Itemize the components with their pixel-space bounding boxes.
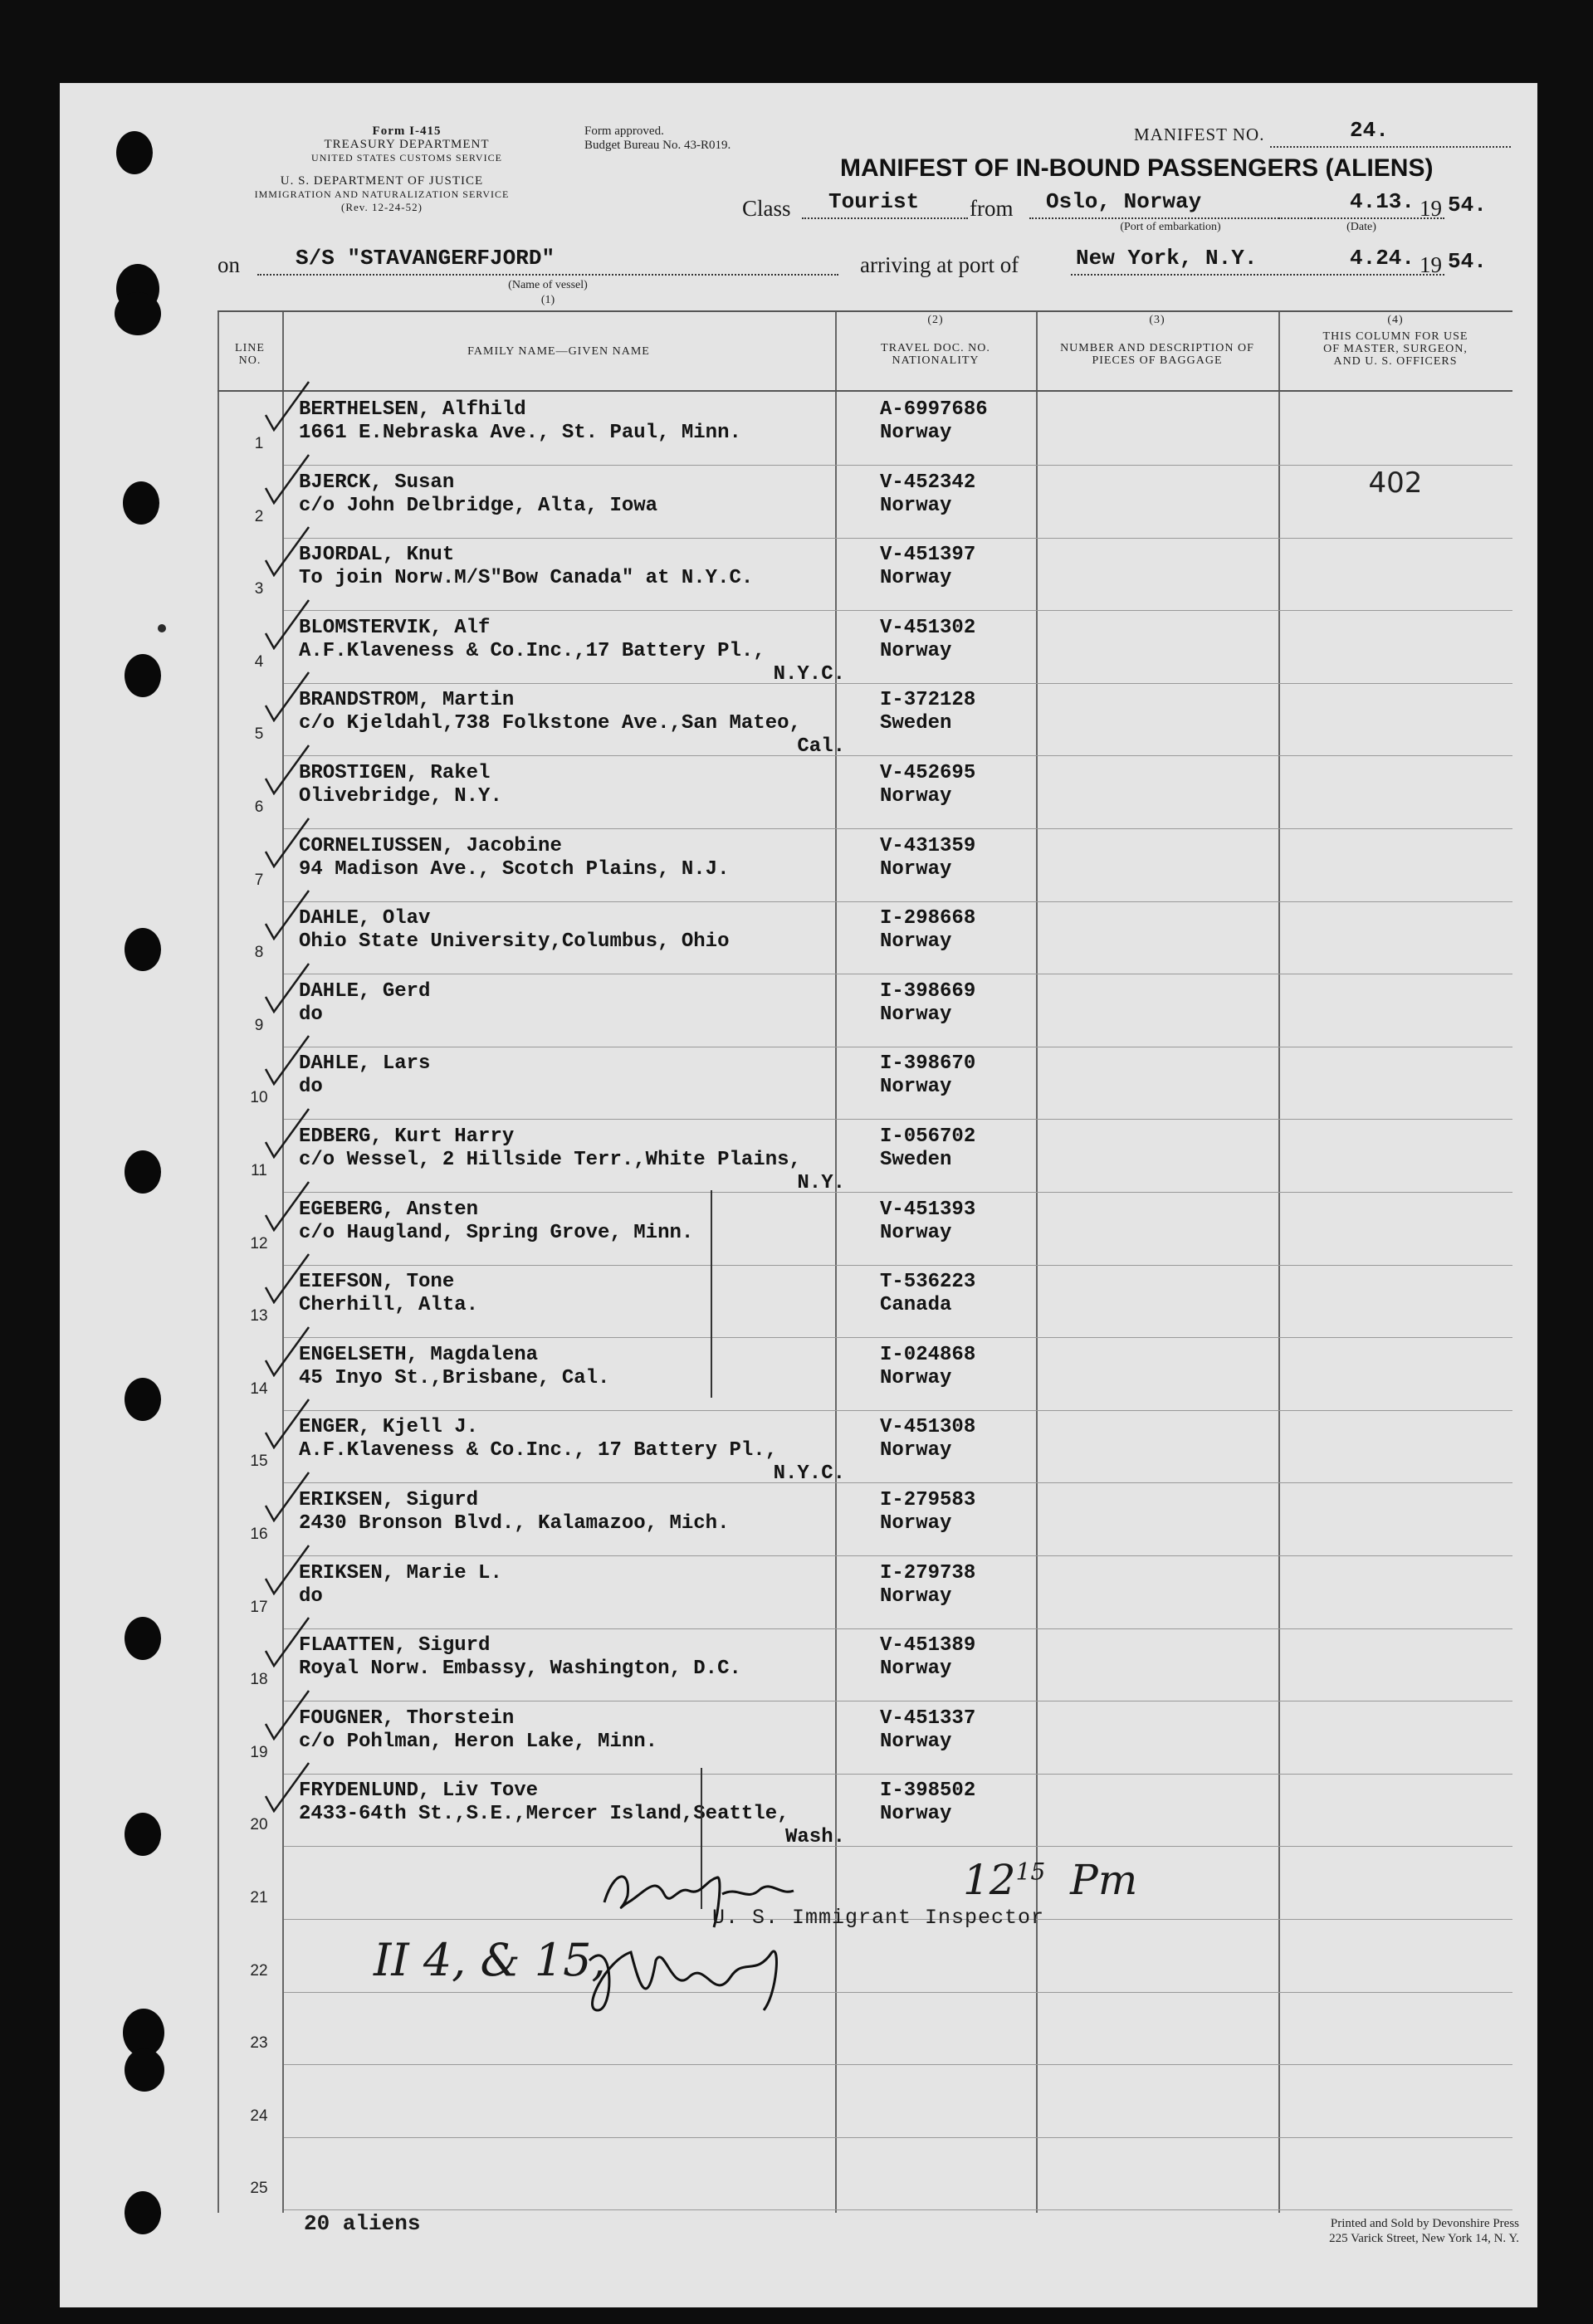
- travel-doc-number: A-6997686: [880, 398, 988, 421]
- passenger-address: 2430 Bronson Blvd., Kalamazoo, Mich.: [299, 1512, 730, 1535]
- vessel-caption: (Name of vessel): [508, 279, 588, 291]
- passenger-name: DAHLE, Lars: [299, 1052, 431, 1076]
- table-row: [217, 2136, 1512, 2209]
- from-label: from: [970, 196, 1014, 221]
- passenger-name: BJORDAL, Knut: [299, 544, 455, 567]
- year-prefix: 19: [1420, 196, 1442, 221]
- line-number: 3: [254, 580, 264, 598]
- arrival-year-suffix: 54.: [1448, 249, 1487, 274]
- vessel-column-number: (1): [540, 294, 555, 306]
- arrival-time-hour: 12: [963, 1856, 1016, 1904]
- line-number: 16: [250, 1526, 268, 1543]
- passenger-address-continued: Wash.: [784, 1826, 845, 1849]
- nationality: Sweden: [880, 712, 952, 735]
- port-caption: (Port of embarkation): [1120, 221, 1221, 233]
- nationality: Norway: [880, 1512, 952, 1535]
- travel-doc-number: V-451393: [880, 1198, 976, 1221]
- passenger-address: c/o Kjeldahl,738 Folkstone Ave.,San Mateo,: [299, 712, 801, 735]
- nationality: Norway: [880, 1803, 952, 1826]
- passenger-name: ENGER, Kjell J.: [299, 1416, 479, 1439]
- check-mark: [251, 1396, 317, 1449]
- line-number: 11: [251, 1162, 267, 1179]
- passenger-name: ERIKSEN, Marie L.: [299, 1561, 502, 1584]
- table-row: [217, 1701, 1512, 1774]
- check-mark: [251, 1179, 317, 1232]
- line-number: 22: [250, 1961, 268, 1980]
- row-divider: [284, 2209, 1512, 2210]
- nationality: Norway: [880, 1584, 952, 1608]
- header-col4: (4): [1387, 314, 1404, 326]
- check-mark: [251, 524, 317, 577]
- passenger-address: do: [299, 1076, 323, 1099]
- check-mark: [251, 1687, 317, 1741]
- bracket-line: [711, 1190, 712, 1398]
- nationality: Norway: [880, 1076, 952, 1099]
- travel-doc-number: I-398670: [880, 1052, 976, 1076]
- header-travel-doc: TRAVEL DOC. NO. NATIONALITY: [881, 342, 990, 367]
- table-row: [217, 974, 1512, 1047]
- check-mark: [251, 1614, 317, 1667]
- class-value: Tourist: [828, 189, 920, 214]
- line-number: 7: [254, 871, 264, 889]
- line-number: 8: [254, 944, 264, 962]
- passenger-address-continued: N.Y.C.: [773, 662, 845, 686]
- check-mark: [251, 378, 317, 432]
- nationality: Norway: [880, 1366, 952, 1389]
- check-mark: [251, 669, 317, 722]
- line-number: 12: [250, 1234, 268, 1252]
- binder-hole: [125, 928, 161, 971]
- arrival-date: 4.24.: [1350, 246, 1415, 271]
- check-mark: [251, 1542, 317, 1595]
- manifest-no-line: [1270, 146, 1511, 148]
- passenger-address: 45 Inyo St.,Brisbane, Cal.: [299, 1366, 610, 1389]
- line-number: 25: [250, 2180, 268, 2198]
- passenger-address: 94 Madison Ave., Scotch Plains, N.J.: [299, 857, 730, 881]
- budget-approval: [584, 124, 731, 153]
- travel-doc-number: V-451397: [880, 544, 976, 567]
- passenger-name: DAHLE, Olav: [299, 907, 431, 930]
- binder-hole: [125, 2191, 161, 2234]
- revision-date: (Rev. 12-24-52): [341, 201, 423, 213]
- line-number: 18: [250, 1671, 268, 1689]
- nationality: Canada: [880, 1294, 952, 1317]
- class-label: Class: [742, 196, 791, 221]
- arrival-time-pm: Pm: [1070, 1856, 1138, 1904]
- travel-doc-number: V-451337: [880, 1706, 976, 1730]
- table-row: [217, 465, 1512, 538]
- class-line: [802, 217, 968, 219]
- binder-mark: [158, 624, 166, 632]
- check-mark: [251, 815, 317, 868]
- header-officers: THIS COLUMN FOR USE OF MASTER, SURGEON, AND U. S. OFFICERS: [1322, 330, 1468, 368]
- line-number: 10: [250, 1089, 268, 1107]
- total-aliens: 20 aliens: [304, 2211, 421, 2236]
- customs-service: UNITED STATES CUSTOMS SERVICE: [311, 152, 502, 164]
- check-mark: [251, 960, 317, 1013]
- printer-line-2: 225 Varick Street, New York 14, N. Y.: [1329, 2232, 1519, 2245]
- table-row: [217, 828, 1512, 901]
- passenger-address: A.F.Klaveness & Co.Inc.,17 Battery Pl.,: [299, 639, 765, 662]
- table-row: [217, 1628, 1512, 1701]
- passenger-address: To join Norw.M/S"Bow Canada" at N.Y.C.: [299, 567, 754, 590]
- table-row: [217, 1264, 1512, 1337]
- line-number: 5: [254, 725, 264, 744]
- passenger-name: FLAATTEN, Sigurd: [299, 1634, 491, 1658]
- passenger-name: FRYDENLUND, Liv Tove: [299, 1780, 539, 1803]
- passenger-name: BRANDSTROM, Martin: [299, 689, 515, 712]
- passenger-name: BERTHELSEN, Alfhild: [299, 398, 526, 421]
- table-row: [217, 537, 1512, 610]
- table-row: [217, 901, 1512, 974]
- passenger-name: CORNELIUSSEN, Jacobine: [299, 834, 562, 857]
- nationality: Norway: [880, 930, 952, 954]
- passenger-name: BLOMSTERVIK, Alf: [299, 616, 491, 639]
- reviewer-signature: [581, 1927, 797, 2027]
- line-number: 21: [250, 1889, 268, 1907]
- table-row: [217, 610, 1512, 686]
- passenger-address: c/o Pohlman, Heron Lake, Minn.: [299, 1730, 658, 1753]
- travel-doc-number: I-398669: [880, 979, 976, 1003]
- passenger-address: Cherhill, Alta.: [299, 1294, 479, 1317]
- travel-doc-number: V-452695: [880, 762, 976, 784]
- table-row: [217, 2064, 1512, 2137]
- nationality: Norway: [880, 1221, 952, 1244]
- printer-line-1: Printed and Sold by Devonshire Press: [1330, 2217, 1519, 2230]
- arrival-year-prefix: 19: [1420, 252, 1442, 277]
- passenger-name: FOUGNER, Thorstein: [299, 1706, 515, 1730]
- manifest-no-value: 24.: [1350, 118, 1389, 143]
- passenger-name: ENGELSETH, Magdalena: [299, 1343, 539, 1366]
- header-family-name: FAMILY NAME—GIVEN NAME: [467, 345, 650, 358]
- line-number: 2: [254, 507, 264, 525]
- nationality: Norway: [880, 494, 952, 517]
- passenger-address: c/o Haugland, Spring Grove, Minn.: [299, 1221, 694, 1244]
- line-number: 9: [254, 1016, 264, 1034]
- line-number: 20: [250, 1816, 268, 1834]
- nationality: Norway: [880, 639, 952, 662]
- nationality: Sweden: [880, 1149, 952, 1171]
- ins-service: IMMIGRATION AND NATURALIZATION SERVICE: [254, 188, 510, 200]
- binder-hole: [125, 1378, 161, 1421]
- travel-doc-number: I-279583: [880, 1489, 976, 1511]
- line-number: 14: [250, 1379, 268, 1398]
- officer-note: 402: [1368, 466, 1423, 500]
- travel-doc-number: T-536223: [880, 1271, 976, 1294]
- table-row: [217, 1409, 1512, 1486]
- inspector-title: U. S. Immigrant Inspector: [712, 1906, 1045, 1930]
- table-row: [217, 1482, 1512, 1555]
- header-col2: (2): [927, 314, 944, 326]
- travel-doc-number: I-279738: [880, 1561, 976, 1584]
- binder-hole: [123, 481, 159, 525]
- binder-hole: [125, 1813, 161, 1856]
- passenger-name: EGEBERG, Ansten: [299, 1198, 479, 1221]
- form-identifier-block: [282, 124, 531, 164]
- year-suffix: 54.: [1448, 193, 1487, 217]
- table-row: [217, 682, 1512, 759]
- line-number: 17: [250, 1598, 268, 1616]
- nationality: Norway: [880, 1439, 952, 1462]
- check-mark: [251, 742, 317, 795]
- port-line: [1029, 217, 1312, 219]
- port-of-embarkation: Oslo, Norway: [1046, 189, 1202, 214]
- passenger-address: Ohio State University,Columbus, Ohio: [299, 930, 730, 954]
- travel-doc-number: I-298668: [880, 907, 976, 930]
- arriving-label: arriving at port of: [860, 252, 1019, 277]
- passenger-address: A.F.Klaveness & Co.Inc., 17 Battery Pl.,: [299, 1439, 778, 1462]
- travel-doc-number: V-451389: [880, 1634, 976, 1658]
- table-row: [217, 1337, 1512, 1410]
- travel-doc-number: I-398502: [880, 1780, 976, 1803]
- line-number: 23: [250, 2034, 268, 2053]
- passenger-name: BJERCK, Susan: [299, 471, 455, 494]
- check-mark: [251, 1106, 317, 1159]
- passenger-name: ERIKSEN, Sigurd: [299, 1489, 479, 1511]
- passenger-address: 1661 E.Nebraska Ave., St. Paul, Minn.: [299, 422, 741, 444]
- travel-doc-number: I-372128: [880, 689, 976, 712]
- departure-date: 4.13.: [1350, 189, 1415, 214]
- binder-hole: [125, 1150, 161, 1194]
- line-number: 4: [254, 652, 264, 671]
- binder-hole: [115, 292, 161, 335]
- passenger-address: c/o Wessel, 2 Hillside Terr.,White Plains,: [299, 1149, 801, 1171]
- passenger-address: c/o John Delbridge, Alta, Iowa: [299, 494, 658, 517]
- table-row: [217, 1119, 1512, 1192]
- arrival-line: [1071, 274, 1444, 276]
- arrival-port: New York, N.Y.: [1076, 246, 1258, 271]
- check-mark: [251, 1324, 317, 1377]
- on-label: on: [217, 252, 240, 277]
- handwritten-reference: II 4, & 15,: [374, 1934, 606, 1986]
- binder-hole: [125, 654, 161, 697]
- nationality: Norway: [880, 1003, 952, 1026]
- justice-department: U. S. DEPARTMENT OF JUSTICE: [280, 174, 484, 188]
- table-row: [217, 1991, 1512, 2064]
- travel-doc-number: V-452342: [880, 471, 976, 494]
- budget-bureau-line: Budget Bureau No. 43-R019.: [584, 139, 731, 152]
- passenger-address: Olivebridge, N.Y.: [299, 785, 502, 808]
- line-number: 6: [254, 798, 264, 816]
- check-mark: [251, 452, 317, 505]
- passenger-address: do: [299, 1003, 323, 1026]
- check-mark: [251, 597, 317, 650]
- arrival-time-handwritten: [963, 1856, 1137, 1904]
- passenger-address: 2433-64th St.,S.E.,Mercer Island,Seattle,: [299, 1803, 789, 1826]
- passenger-address-continued: N.Y.: [797, 1172, 845, 1194]
- table-row: [217, 1192, 1512, 1265]
- table-row: [217, 392, 1512, 465]
- table-row: [217, 1046, 1512, 1119]
- line-number: 1: [254, 435, 264, 452]
- date-caption: (Date): [1346, 221, 1376, 233]
- travel-doc-number: V-431359: [880, 834, 976, 857]
- header-line-no: LINE NO.: [235, 342, 265, 367]
- table-row: [217, 1773, 1512, 1849]
- line-number: 24: [250, 2107, 268, 2125]
- check-mark: [251, 1760, 317, 1813]
- nationality: Norway: [880, 1658, 952, 1681]
- nationality: Norway: [880, 785, 952, 808]
- passenger-name: DAHLE, Gerd: [299, 979, 431, 1003]
- check-mark: [251, 1469, 317, 1522]
- travel-doc-number: V-451308: [880, 1416, 976, 1439]
- passenger-address-continued: N.Y.C.: [773, 1462, 845, 1486]
- table-row: [217, 755, 1512, 828]
- vessel-name: S/S "STAVANGERFJORD": [296, 246, 555, 271]
- header-col3: (3): [1149, 314, 1165, 326]
- table-row: [217, 1555, 1512, 1628]
- passenger-name: BROSTIGEN, Rakel: [299, 762, 491, 784]
- line-number: 13: [250, 1307, 268, 1326]
- printer-credit: [1104, 2216, 1519, 2246]
- binder-hole: [116, 131, 153, 174]
- travel-doc-number: I-056702: [880, 1125, 976, 1148]
- line-number: 19: [250, 1743, 268, 1761]
- binder-hole: [125, 2048, 164, 2092]
- treasury-department: TREASURY DEPARTMENT: [324, 138, 490, 151]
- check-mark: [251, 1251, 317, 1304]
- passenger-name: EIEFSON, Tone: [299, 1271, 455, 1294]
- check-mark: [251, 1033, 317, 1086]
- approval-line: Form approved.: [584, 124, 664, 138]
- nationality: Norway: [880, 422, 952, 444]
- line-number: 15: [250, 1452, 268, 1471]
- arrival-time-minutes: 15: [1015, 1858, 1046, 1886]
- form-number: Form I-415: [372, 124, 442, 138]
- manifest-no-label: MANIFEST NO.: [1134, 124, 1265, 144]
- travel-doc-number: I-024868: [880, 1343, 976, 1366]
- passenger-address: do: [299, 1584, 323, 1608]
- passenger-address-continued: Cal.: [797, 735, 845, 759]
- passenger-name: EDBERG, Kurt Harry: [299, 1125, 515, 1148]
- manifest-title: MANIFEST OF IN-BOUND PASSENGERS (ALIENS): [840, 154, 1434, 182]
- passenger-address: Royal Norw. Embassy, Washington, D.C.: [299, 1658, 741, 1681]
- nationality: Norway: [880, 567, 952, 590]
- header-baggage: NUMBER AND DESCRIPTION OF PIECES OF BAGGAGE: [1060, 342, 1254, 367]
- binder-hole: [125, 1617, 161, 1660]
- vessel-line: [257, 274, 838, 276]
- check-mark: [251, 887, 317, 940]
- justice-block: [208, 174, 556, 214]
- travel-doc-number: V-451302: [880, 616, 976, 639]
- nationality: Norway: [880, 1730, 952, 1753]
- nationality: Norway: [880, 857, 952, 881]
